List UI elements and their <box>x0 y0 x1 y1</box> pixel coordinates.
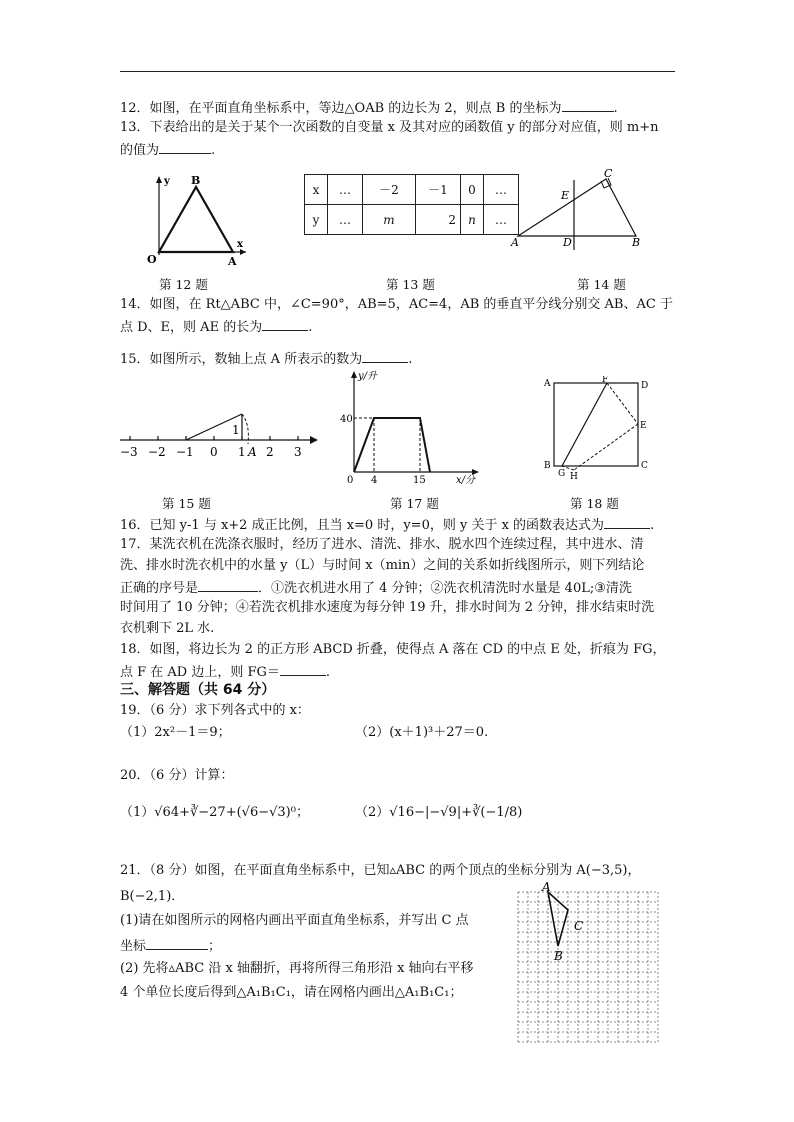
figure-17 <box>336 366 486 486</box>
q16-text: 16．已知 y-1 与 x+2 成正比例，且当 x=0 时，y=0，则 y 关于 x 的函数表达式为 <box>120 518 605 533</box>
q21-text: 坐标 <box>120 939 147 954</box>
folded-edge-fe <box>607 383 638 424</box>
point-d-label: D <box>563 236 572 249</box>
figure-18 <box>540 376 650 480</box>
caption-13: 第 13 题 <box>386 277 435 292</box>
table-cell: 0 <box>461 175 484 205</box>
table-13 <box>304 174 519 235</box>
caption-17: 第 17 题 <box>390 496 439 511</box>
q15-end: . <box>408 352 413 367</box>
caption-18: 第 18 题 <box>570 496 619 511</box>
table-cell: －1 <box>416 175 461 205</box>
point-h-label: H <box>570 472 578 480</box>
q14-answer-blank[interactable] <box>262 317 308 331</box>
tick-label: −3 <box>120 445 138 459</box>
tick-label: −1 <box>176 445 194 459</box>
question-17-line4: 时间用了 10 分钟；④若洗衣机排水速度为每分钟 19 升，排水时间为 2 分钟，排水结束时洗 <box>120 600 655 615</box>
point-c-label: C <box>641 461 648 471</box>
q12-answer-blank[interactable] <box>562 98 614 112</box>
question-21-line1: 21．（8 分）如图，在平面直角坐标系中，已知▵ABC 的两个顶点的坐标分别为 A(−3,5)， <box>120 863 641 878</box>
table-cell: y <box>305 205 328 235</box>
section-title-3: 三、解答题（共 64 分） <box>120 682 276 698</box>
q17-answer-blank[interactable] <box>198 578 258 592</box>
question-20-part2: （2）√16−|−√9|+∛(−1/8) <box>355 805 523 820</box>
caption-12: 第 12 题 <box>159 277 208 292</box>
water-volume-line <box>354 418 430 472</box>
q18-text: 点 F 在 AD 边上，则 FG＝ <box>120 665 280 680</box>
question-21-line4 <box>120 936 221 956</box>
caption-14: 第 14 题 <box>577 277 626 292</box>
point-a-label: A <box>544 379 551 389</box>
figure-14 <box>508 166 648 252</box>
question-18-line2 <box>120 662 330 682</box>
y-label: y <box>164 176 170 187</box>
question-14-line2 <box>120 317 312 337</box>
q12-end: . <box>613 101 618 116</box>
question-19-part2: （2）(x＋1)³＋27＝0. <box>355 725 489 740</box>
q12-text: 12．如图，在平面直角坐标系中，等边△OAB 的边长为 2，则点 B 的坐标为 <box>120 101 562 116</box>
y-axis-arrow <box>351 371 357 378</box>
point-a-label: A <box>542 880 551 894</box>
question-14-line1: 14．如图，在 Rt△ABC 中，∠C=90°，AB=5，AC=4，AB 的垂直平分线分别交 AB、AC 于 <box>120 297 673 312</box>
question-20-head: 20．（6 分）计算： <box>120 768 234 783</box>
q14-end: . <box>308 320 313 335</box>
table-cell: … <box>484 175 519 205</box>
table-row-y <box>305 205 519 235</box>
question-21-line2: B(−2,1)． <box>120 889 185 904</box>
tick-label: 2 <box>266 445 274 459</box>
y-axis-label: y/升 <box>358 371 378 382</box>
figure-21-grid <box>508 878 668 1046</box>
question-21-line3: (1)请在如图所示的网格内画出平面直角坐标系，并写出 C 点 <box>120 913 469 928</box>
table-cell: … <box>328 205 363 235</box>
table-cell: m <box>363 205 416 235</box>
square-abcd <box>554 383 638 466</box>
point-g-label: G <box>558 469 566 479</box>
point-a-label: A <box>511 236 519 249</box>
point-o-label: O <box>147 253 157 266</box>
side-label-one: 1 <box>232 423 240 437</box>
q13-end: . <box>211 143 216 158</box>
q16-answer-blank[interactable] <box>604 515 650 529</box>
folded-edge-eh <box>574 424 638 470</box>
table-cell: n <box>461 205 484 235</box>
question-17-line5: 衣机剩下 2L 水. <box>120 621 215 636</box>
point-e-label: E <box>640 421 647 431</box>
x-label: x <box>237 239 243 250</box>
point-a-label: A <box>248 445 257 459</box>
question-19-head: 19．（6 分）求下列各式中的 x： <box>120 703 310 718</box>
table-row-x <box>305 175 519 205</box>
figure-15 <box>118 400 328 466</box>
point-b-label: B <box>191 174 201 187</box>
q18-end: . <box>325 665 331 680</box>
x-tick-15: 15 <box>413 475 426 486</box>
table-cell: 2 <box>416 205 461 235</box>
question-17-line1: 17．某洗衣机在洗涤衣服时，经历了进水、清洗、排水、脱水四个连续过程，其中进水、清 <box>120 537 644 552</box>
x-axis-label: x/分 <box>456 475 476 486</box>
q13-text: 的值为 <box>120 143 160 158</box>
point-f-label: F <box>602 376 609 385</box>
figure-12 <box>146 170 256 268</box>
header-rule <box>120 71 675 72</box>
tick-label: 3 <box>294 445 302 459</box>
tick-label: 0 <box>210 445 218 459</box>
question-12 <box>120 98 618 118</box>
point-b-label: B <box>632 236 641 249</box>
q14-text: 点 D、E，则 AE 的长为 <box>120 320 263 335</box>
number-line-arrow <box>310 436 318 444</box>
question-21-line5: (2) 先将▵ABC 沿 x 轴翻折，再将所得三角形沿 x 轴向右平移 <box>120 961 474 976</box>
table-cell: … <box>328 175 363 205</box>
triangle-abc <box>518 179 636 236</box>
q16-end: . <box>650 518 655 533</box>
caption-15: 第 15 题 <box>162 496 211 511</box>
x-tick-4: 4 <box>371 475 378 486</box>
q15-answer-blank[interactable] <box>362 349 408 363</box>
question-17-line2: 洗、排水时洗衣机中的水量 y（L）与时间 x（min）之间的关系如折线图所示，则下列结论 <box>120 558 645 573</box>
question-19-part1: （1）2x²－1＝9； <box>120 725 231 740</box>
table-cell: x <box>305 175 328 205</box>
dashed-grid <box>518 892 658 1042</box>
point-b-label: B <box>544 461 551 471</box>
question-13-line2 <box>120 140 215 160</box>
q18-answer-blank[interactable] <box>280 662 326 676</box>
point-b-label: B <box>554 949 563 963</box>
point-a-label: A <box>228 255 237 268</box>
table-cell: －2 <box>363 175 416 205</box>
question-21-line6: 4 个单位长度后得到△A₁B₁C₁，请在网格内画出△A₁B₁C₁； <box>120 985 463 1000</box>
point-c-label: C <box>604 167 613 180</box>
y-tick-40: 40 <box>340 414 353 425</box>
point-d-label: D <box>641 381 649 391</box>
point-c-label: C <box>574 919 584 933</box>
tick-label: 1 <box>238 445 246 459</box>
q17-text: 正确的序号是 <box>120 581 199 596</box>
question-13-line1: 13．下表给出的是关于某个一次函数的自变量 x 及其对应的函数值 y 的部分对应值，则 m+n <box>120 120 659 135</box>
q21-text-end: ； <box>208 939 222 954</box>
q17-text-cont: ．①洗衣机进水用了 4 分钟；②洗衣机清洗时水量是 40L;③清洗 <box>258 581 632 596</box>
origin-label: 0 <box>347 475 354 486</box>
point-e-label: E <box>561 189 570 202</box>
q15-text: 15．如图所示，数轴上点 A 所表示的数为 <box>120 352 363 367</box>
fold-line-fg <box>562 383 607 466</box>
q21-answer-blank[interactable] <box>146 936 208 950</box>
question-16 <box>120 515 654 535</box>
question-18-line1: 18．如图，将边长为 2 的正方形 ABCD 折叠，使得点 A 落在 CD 的中点 E 处，折痕为 FG， <box>120 642 666 657</box>
tick-label: −2 <box>148 445 166 459</box>
question-20-part1: （1）√64+∛−27+(√6−√3)⁰； <box>120 805 309 820</box>
table-cell: … <box>484 205 519 235</box>
triangle-oab <box>159 187 233 252</box>
question-17-line3 <box>120 578 632 598</box>
y-axis-arrow <box>156 176 162 183</box>
q13-answer-blank[interactable] <box>159 140 211 154</box>
